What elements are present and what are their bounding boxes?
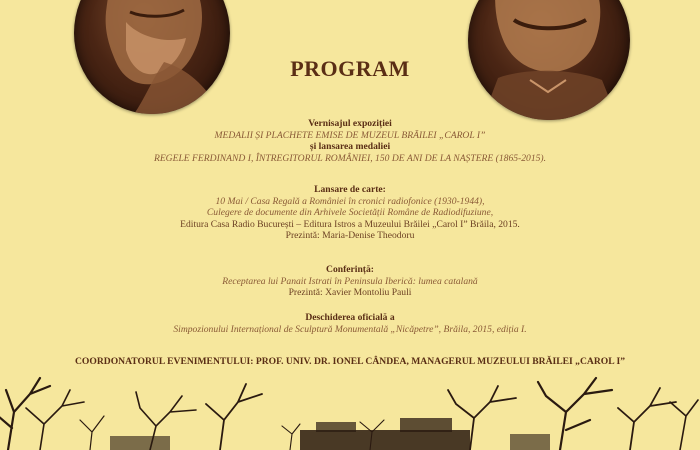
section-books [110, 184, 590, 242]
books-line-2: Culegere de documente din Arhivele Societății Române de Radiodifuziune, [206, 207, 494, 219]
bare-trees-illustration [0, 372, 700, 450]
program-title: PROGRAM [290, 56, 410, 81]
opening-heading: Deschiderea oficială a [305, 312, 395, 323]
conference-line-2: Prezintă: Xavier Montoliu Pauli [288, 287, 412, 299]
section-opening [110, 312, 590, 335]
books-line-1: 10 Mai / Casa Regală a României în cronici radiofonice (1930-1944), [215, 195, 485, 207]
section-vernisaj [110, 118, 590, 164]
books-heading: Lansare de carte: [314, 184, 386, 195]
section-conference [110, 264, 590, 299]
conference-heading: Conferință: [326, 264, 374, 275]
vernisaj-medal: REGELE FERDINAND I, ÎNTREGITORUL ROMÂNIEI, 150 DE ANI DE LA NAȘTERE (1865-2015). [153, 152, 547, 164]
opening-line-1: Simpozionului Internațional de Sculptură Monumentală „Nicăpetre”, Brăila, 2015, ediția I. [173, 323, 527, 335]
vernisaj-exhibit: MEDALII ȘI PLACHETE EMISE DE MUZEUL BRĂILEI „CAROL I” [214, 129, 486, 141]
conference-line-1: Receptarea lui Panait Istrati în Peninsula Iberică: lumea catalană [222, 275, 478, 287]
coordinator-line: COORDONATORUL EVENIMENTULUI: PROF. UNIV. DR. IONEL CÂNDEA, MANAGERUL MUZEULUI BRĂILEI „CAROL I” [74, 356, 626, 367]
books-line-4: Prezintă: Maria-Denise Theodoru [285, 230, 415, 242]
vernisaj-launch: și lansarea medaliei [309, 141, 391, 153]
vernisaj-heading: Vernisajul expoziției [308, 118, 392, 129]
books-line-3: Editura Casa Radio București – Editura Istros a Muzeului Brăilei „Carol I” Brăila, 2015. [180, 218, 520, 230]
